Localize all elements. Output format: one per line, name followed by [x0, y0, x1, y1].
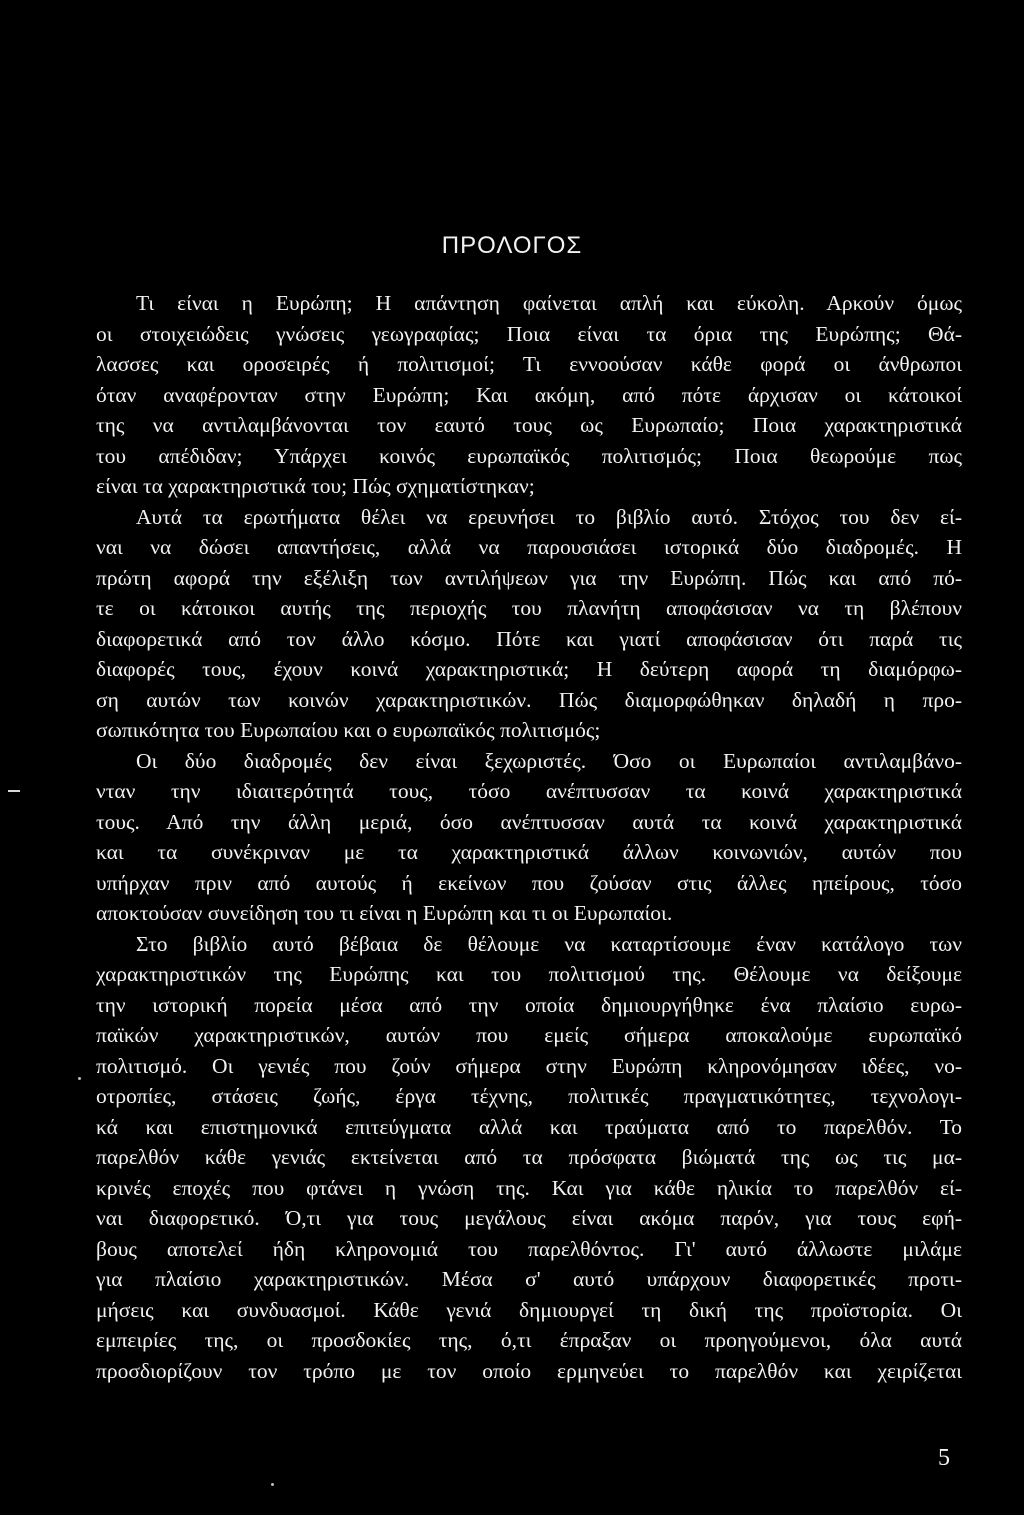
text-line: τε οι κάτοικοι αυτής της περιοχής του πλανήτη αποφάσισαν να τη βλέπουν	[96, 596, 962, 620]
body-text	[96, 288, 962, 1386]
text-line: και τα συνέκριναν με τα χαρακτηριστικά άλλων κοινωνιών, αυτών που	[96, 840, 962, 864]
text-line: την ιστορική πορεία μέσα από την οποία δημιουργήθηκε ένα πλαίσιο ευρω-	[96, 992, 962, 1017]
page-number: 5	[938, 1445, 950, 1471]
text-line: διαφορές τους, έχουν κοινά χαρακτηριστικά; Η δεύτερη αφορά τη διαμόρφω-	[96, 657, 962, 681]
text-line: παρελθόν κάθε γενιάς εκτείνεται από τα πρόσφατα βιώματά της ως τις μα-	[96, 1145, 962, 1169]
text-line: ναι διαφορετικό. Ό,τι για τους μεγάλους είναι ακόμα παρόν, για τους εφή-	[96, 1206, 962, 1230]
text-line: οι στοιχειώδεις γνώσεις γεωγραφίας; Ποια είναι τα όρια της Ευρώπης; Θά-	[96, 321, 962, 346]
text-line: της να αντιλαμβάνονται τον εαυτό τους ως Ευρωπαίο; Ποια χαρακτηριστικά	[96, 413, 962, 437]
text-line: οτροπίες, στάσεις ζωής, έργα τέχνης, πολιτικές πραγματικότητες, τεχνολογι-	[96, 1084, 962, 1108]
margin-dash-mark	[8, 790, 20, 792]
scan-speck	[78, 1077, 81, 1080]
text-line: κρινές εποχές που φτάνει η γνώση της. Και για κάθε ηλικία το παρελθόν εί-	[96, 1175, 962, 1200]
text-line: μήσεις και συνδυασμοί. Κάθε γενιά δημιουργεί τη δική της προϊστορία. Οι	[96, 1297, 962, 1322]
text-line: ση αυτών των κοινών χαρακτηριστικών. Πώς διαμορφώθηκαν δηλαδή η προ-	[96, 687, 962, 712]
page-title: ΠΡΟΛΟΓΟΣ	[441, 232, 583, 259]
text-line: νταν την ιδιαιτερότητά τους, τόσο ανέπτυσσαν τα κοινά χαρακτηριστικά	[96, 779, 962, 803]
text-line: υπήρχαν πριν από αυτούς ή εκείνων που ζούσαν στις άλλες ηπείρους, τόσο	[96, 870, 962, 895]
scan-speck	[271, 1483, 274, 1486]
text-line: βους αποτελεί ήδη κληρονομιά του παρελθόντος. Γι' αυτό άλλωστε μιλάμε	[96, 1236, 962, 1261]
text-line: χαρακτηριστικών της Ευρώπης και του πολιτισμού της. Θέλουμε να δείξουμε	[96, 962, 962, 986]
text-line: όταν αναφέρονταν στην Ευρώπη; Και ακόμη, από πότε άρχισαν οι κάτοικοί	[96, 382, 962, 407]
text-line: προσδιορίζουν τον τρόπο με τον οποίο ερμηνεύει το παρελθόν και χειρίζεται	[96, 1358, 962, 1383]
text-line: για πλαίσιο χαρακτηριστικών. Μέσα σ' αυτό υπάρχουν διαφορετικές προτι-	[96, 1267, 962, 1291]
text-line: αποκτούσαν συνείδηση του τι είναι η Ευρώπη και τι οι Ευρωπαίοι.	[96, 901, 673, 925]
text-line: πολιτισμό. Οι γενιές που ζούν σήμερα στην Ευρώπη κληρονόμησαν ιδέες, νο-	[96, 1053, 962, 1078]
text-line: διαφορετικά από τον άλλο κόσμο. Πότε και γιατί αποφάσισαν ότι παρά τις	[96, 626, 962, 651]
text-line: Αυτά τα ερωτήματα θέλει να ερευνήσει το βιβλίο αυτό. Στόχος του δεν εί-	[136, 504, 962, 529]
text-line: κά και επιστημονικά επιτεύγματα αλλά και τραύματα από το παρελθόν. Το	[96, 1114, 962, 1139]
text-line: είναι τα χαρακτηριστικά του; Πώς σχηματίστηκαν;	[96, 474, 535, 498]
text-line: σωπικότητα του Ευρωπαίου και ο ευρωπαϊκός πολιτισμός;	[96, 718, 601, 742]
text-line: Τι είναι η Ευρώπη; Η απάντηση φαίνεται απλή και εύκολη. Αρκούν όμως	[136, 291, 962, 315]
text-line: τους. Από την άλλη μεριά, όσο ανέπτυσσαν αυτά τα κοινά χαρακτηριστικά	[96, 809, 962, 834]
text-line: λασσες και οροσειρές ή πολιτισμοί; Τι εννοούσαν κάθε φορά οι άνθρωποι	[96, 352, 962, 376]
text-line: Οι δύο διαδρομές δεν είναι ξεχωριστές. Όσο οι Ευρωπαίοι αντιλαμβάνο-	[136, 748, 962, 773]
text-line: παϊκών χαρακτηριστικών, αυτών που εμείς σήμερα αποκαλούμε ευρωπαϊκό	[96, 1023, 962, 1047]
text-line: ναι να δώσει απαντήσεις, αλλά να παρουσιάσει ιστορικά δύο διαδρομές. Η	[96, 535, 962, 559]
text-line: του απέδιδαν; Υπάρχει κοινός ευρωπαϊκός πολιτισμός; Ποια θεωρούμε πως	[96, 443, 962, 468]
text-line: Στο βιβλίο αυτό βέβαια δε θέλουμε να καταρτίσουμε έναν κατάλογο των	[136, 931, 962, 956]
text-line: πρώτη αφορά την εξέλιξη των αντιλήψεων για την Ευρώπη. Πώς και από πό-	[96, 565, 962, 590]
text-line: εμπειρίες της, οι προσδοκίες της, ό,τι έπραξαν οι προηγούμενοι, όλα αυτά	[96, 1328, 962, 1352]
